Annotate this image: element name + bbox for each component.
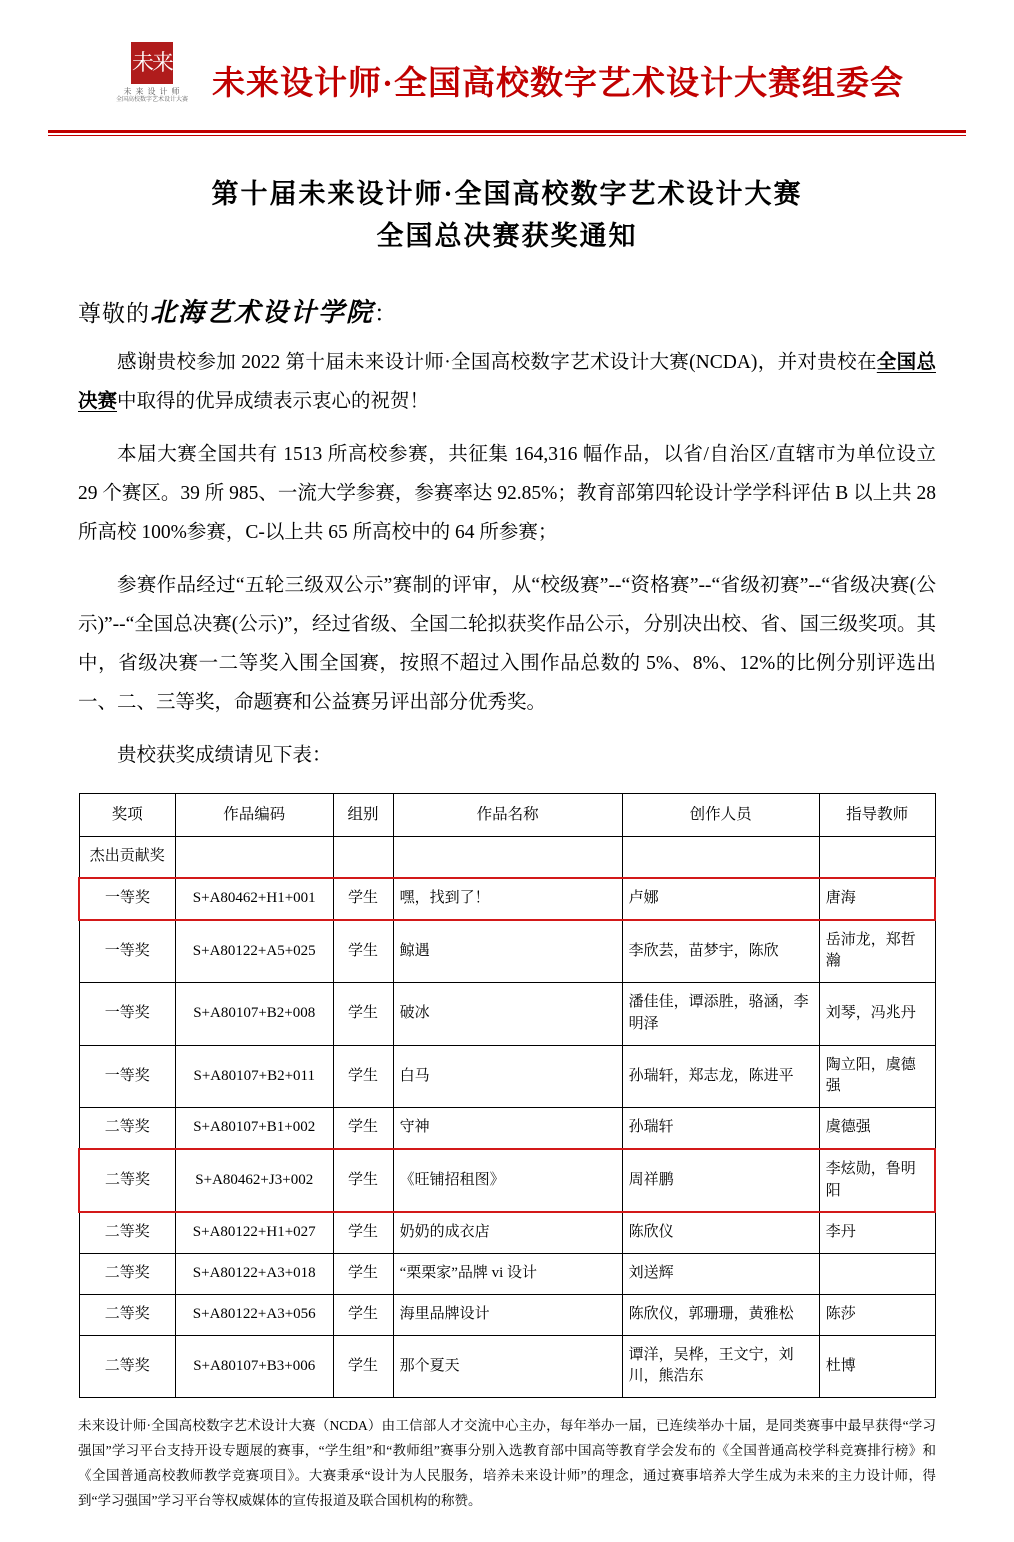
cell-code: S+A80462+J3+002 (175, 1149, 333, 1213)
awards-table-body (79, 837, 935, 1398)
cell-code: S+A80107+B2+008 (175, 983, 333, 1046)
cell-creators: 刘送辉 (622, 1254, 819, 1295)
cell-teachers: 杜博 (819, 1335, 935, 1398)
page-title-line2: 全国总决赛获奖通知 (376, 220, 638, 251)
cell-work-name: 那个夏天 (393, 1335, 622, 1398)
col-header-work-name: 作品名称 (393, 793, 622, 836)
cell-work-name: 白马 (393, 1045, 622, 1108)
cell-group: 学生 (333, 1108, 393, 1149)
cell-work-name: 破冰 (393, 983, 622, 1046)
cell-work-name: 嘿，找到了！ (393, 878, 622, 920)
cell-award: 二等奖 (79, 1254, 175, 1295)
cell-creators: 陈欣仪，郭珊珊，黄雅松 (622, 1294, 819, 1335)
cell-group: 学生 (333, 1045, 393, 1108)
cell-code: S+A80122+A5+025 (175, 920, 333, 983)
col-header-award: 奖项 (79, 793, 175, 836)
cell-group: 学生 (333, 920, 393, 983)
footnote-text: 未来设计师·全国高校数字艺术设计大赛（NCDA）由工信部人才交流中心主办，每年举办一届，已连续举办十届，是同类赛事中最早获得“学习强国”学习平台支持开设专题展的赛事，“学生组”和“教师组”赛事分别入选教育部中国高等教育学会发布的《全国普通高校学科竞赛排行榜》和《全国普通高校教师教学竞赛项目》。大赛秉承“设计为人民服务，培养未来设计师”的理念，通过赛事培养大学生成为未来的主力设计师，得到“学习强国”学习平台等权威媒体的宣传报道及联合国机构的称赞。 (78, 1418, 936, 1509)
cell-code: S+A80122+H1+027 (175, 1212, 333, 1253)
cell-group: 学生 (333, 1149, 393, 1213)
paragraph-thanks-b: 中取得的优异成绩表示衷心的祝贺！ (117, 390, 430, 412)
cell-teachers: 刘琴，冯兆丹 (819, 983, 935, 1046)
cell-creators: 孙瑞轩，郑志龙，陈进平 (622, 1045, 819, 1108)
cell-award: 一等奖 (79, 1045, 175, 1108)
cell-work-name: 鲸遇 (393, 920, 622, 983)
cell-group: 学生 (333, 1335, 393, 1398)
cell-award: 一等奖 (79, 920, 175, 983)
cell-award: 一等奖 (79, 878, 175, 920)
cell-creators: 谭洋，吴桦，王文宁，刘川，熊浩东 (622, 1335, 819, 1398)
col-header-creators: 创作人员 (622, 793, 819, 836)
page-title-line1: 第十届未来设计师·全国高校数字艺术设计大赛 (211, 179, 803, 209)
competition-logo (110, 42, 194, 118)
table-header-row (79, 793, 935, 836)
cell-work-name: “栗栗家”品牌 vi 设计 (393, 1254, 622, 1295)
table-row (79, 1149, 935, 1213)
cell-teachers: 唐海 (819, 878, 935, 920)
logo-mark-icon: 未来 (131, 42, 173, 84)
col-header-group: 组别 (333, 793, 393, 836)
paragraph-thanks-emphasis: 全国总决赛 (78, 351, 936, 412)
special-award-work (393, 837, 622, 878)
paragraph-process: 参赛作品经过“五轮三级双公示”赛制的评审，从“校级赛”--“资格赛”--“省级初赛”--“省级决赛(公示)”--“全国总决赛(公示)”，经过省级、全国二轮拟获奖作品公示，分别决出校、省、国三级奖项。其中，省级决赛一二等奖入围全国赛，按照不超过入围作品总数的 5%、8%、12%的比例分别评选出一、二、三等奖，命题赛和公益赛另评出部分优秀奖。 (78, 574, 936, 713)
cell-code: S+A80107+B2+011 (175, 1045, 333, 1108)
cell-teachers: 陈莎 (819, 1294, 935, 1335)
cell-code: S+A80122+A3+056 (175, 1294, 333, 1335)
salutation-school-name: 北海艺术设计学院 (150, 297, 375, 327)
col-header-teachers: 指导教师 (819, 793, 935, 836)
cell-award: 二等奖 (79, 1212, 175, 1253)
awards-table-wrap (78, 793, 936, 1398)
cell-work-name: 《旺铺招租图》 (393, 1149, 622, 1213)
paragraph-statistics: 本届大赛全国共有 1513 所高校参赛，共征集 164,316 幅作品，以省/自治区/直辖市为单位设立 29 个赛区。39 所 985、一流大学参赛，参赛率达 92.85%；教育部第四轮设计学学科评估 B 以上共 28 所高校 100%参赛，C-以上共 65 所高校中的 64 所参赛； (78, 443, 937, 543)
cell-teachers (819, 1254, 935, 1295)
table-row (79, 878, 935, 920)
cell-work-name: 守神 (393, 1108, 622, 1149)
special-award-label: 杰出贡献奖 (79, 837, 175, 878)
cell-code: S+A80462+H1+001 (175, 878, 333, 920)
cell-award: 二等奖 (79, 1149, 175, 1213)
cell-award: 二等奖 (79, 1335, 175, 1398)
document-body (78, 343, 936, 775)
salutation (78, 292, 1014, 329)
cell-group: 学生 (333, 983, 393, 1046)
organization-title: 未来设计师·全国高校数字艺术设计大赛组委会 (211, 65, 904, 102)
logo-subtitle-cn: 未 来 设 计 师 (123, 87, 181, 96)
table-row (79, 1108, 935, 1149)
cell-teachers: 李丹 (819, 1212, 935, 1253)
cell-award: 二等奖 (79, 1294, 175, 1335)
special-award-code (175, 837, 333, 878)
special-award-teacher (819, 837, 935, 878)
col-header-code: 作品编码 (175, 793, 333, 836)
salutation-suffix: ： (374, 300, 399, 326)
logo-subtitle-full: 全国高校数字艺术设计大赛 (115, 97, 188, 103)
cell-work-name: 奶奶的成衣店 (393, 1212, 622, 1253)
cell-teachers: 虞德强 (819, 1108, 935, 1149)
cell-group: 学生 (333, 1254, 393, 1295)
cell-code: S+A80122+A3+018 (175, 1254, 333, 1295)
table-row (79, 1254, 935, 1295)
table-row (79, 1045, 935, 1108)
cell-creators: 卢娜 (622, 878, 819, 920)
special-award-creator (622, 837, 819, 878)
cell-group: 学生 (333, 1294, 393, 1335)
cell-creators: 孙瑞轩 (622, 1108, 819, 1149)
special-award-group (333, 837, 393, 878)
table-row (79, 920, 935, 983)
cell-work-name: 海里品牌设计 (393, 1294, 622, 1335)
cell-group: 学生 (333, 1212, 393, 1253)
table-row (79, 1335, 935, 1398)
header-rule-thin (48, 135, 966, 136)
awards-table (78, 793, 936, 1398)
paragraph-thanks-a: 感谢贵校参加 2022 第十届未来设计师·全国高校数字艺术设计大赛(NCDA)，并对贵校在 (117, 351, 877, 373)
cell-creators: 李欣芸，苗梦宇，陈欣 (622, 920, 819, 983)
cell-creators: 潘佳佳，谭添胜，骆涵，李明泽 (622, 983, 819, 1046)
cell-teachers: 陶立阳，虞德强 (819, 1045, 935, 1108)
cell-code: S+A80107+B3+006 (175, 1335, 333, 1398)
paragraph-thanks (78, 343, 936, 421)
cell-creators: 周祥鹏 (622, 1149, 819, 1213)
cell-group: 学生 (333, 878, 393, 920)
cell-creators: 陈欣仪 (622, 1212, 819, 1253)
table-row (79, 1294, 935, 1335)
cell-award: 一等奖 (79, 983, 175, 1046)
salutation-prefix: 尊敬的 (78, 300, 150, 326)
paragraph-results-intro: 贵校获奖成绩请见下表： (117, 744, 332, 766)
table-row (79, 1212, 935, 1253)
header-rule-thick (48, 130, 966, 133)
document-header (0, 0, 1014, 124)
cell-teachers: 李炫勋，鲁明阳 (819, 1149, 935, 1213)
cell-teachers: 岳沛龙，郑哲瀚 (819, 920, 935, 983)
cell-award: 二等奖 (79, 1108, 175, 1149)
table-row-special (79, 837, 935, 878)
awards-table-head (79, 793, 935, 836)
table-row (79, 983, 935, 1046)
cell-code: S+A80107+B1+002 (175, 1108, 333, 1149)
